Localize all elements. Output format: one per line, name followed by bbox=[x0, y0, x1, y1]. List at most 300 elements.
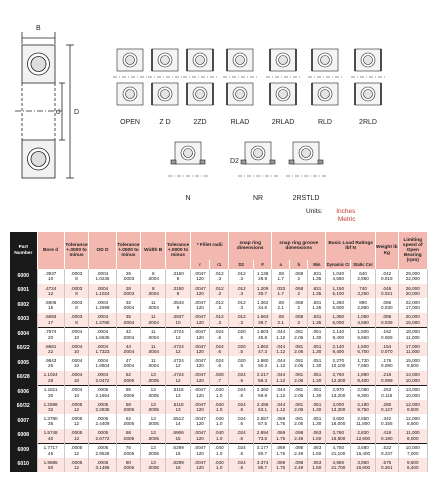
cell-value-top: .0003 bbox=[70, 285, 83, 291]
cell-value-bottom: 9,500 bbox=[407, 406, 419, 412]
cell-value-bottom: 1.7 bbox=[277, 276, 284, 282]
cell-value-bottom: .3 bbox=[217, 319, 222, 325]
table-row bbox=[10, 313, 428, 328]
cell-value-top: 58 bbox=[125, 401, 131, 407]
cell-value-bottom: 8 bbox=[75, 276, 78, 282]
snap-ring-diagram bbox=[168, 142, 208, 176]
cell-value-bottom: 16,400 bbox=[356, 450, 371, 456]
cell-value-top: 640 bbox=[359, 271, 367, 277]
cell-value-top: .081 bbox=[294, 358, 304, 364]
table-cell bbox=[64, 298, 89, 313]
cell-value-bottom: 12 bbox=[175, 348, 181, 354]
table-cell bbox=[351, 356, 376, 371]
cell-value-bottom: 10 bbox=[73, 363, 80, 369]
cell-value-bottom: .0005 bbox=[122, 421, 135, 427]
cell-value-bottom: 120 bbox=[196, 421, 204, 427]
cell-value-top: .081 bbox=[294, 343, 304, 349]
cell-value-top: .044 bbox=[276, 387, 286, 393]
cell-value-top: 14,000 bbox=[405, 372, 420, 378]
table-cell bbox=[254, 429, 272, 444]
cell-value-bottom: 32 bbox=[48, 406, 54, 412]
cell-value-top: 11 bbox=[150, 329, 156, 335]
cell-value-top: .9843 bbox=[44, 358, 57, 364]
cell-value-top: 11 bbox=[150, 314, 156, 320]
snap-ring-label: 2RSTLD bbox=[292, 195, 320, 202]
cell-value-top: 2,140 bbox=[332, 343, 344, 349]
cell-value-top: .0004 bbox=[70, 372, 83, 378]
table-cell bbox=[351, 429, 376, 444]
table-cell bbox=[308, 298, 326, 313]
cell-value-top: .3150 bbox=[172, 271, 184, 277]
cell-value-bottom: 1.0236 bbox=[95, 276, 110, 282]
cell-value-top: .068 bbox=[294, 300, 304, 306]
table-cell bbox=[116, 429, 141, 444]
cell-value-bottom: 15 bbox=[48, 305, 54, 311]
cell-value-bottom: 6,550 bbox=[357, 334, 369, 340]
table-cell bbox=[308, 327, 326, 342]
table-cell bbox=[190, 429, 209, 444]
cell-value-top: 11,000 bbox=[405, 430, 420, 436]
table-cell bbox=[398, 313, 427, 328]
table-cell bbox=[351, 269, 376, 284]
header-od: OD D bbox=[89, 232, 116, 269]
cell-value-top: .0004 bbox=[96, 372, 109, 378]
table-cell bbox=[166, 356, 191, 371]
cell-value-bottom: .5 bbox=[239, 363, 244, 369]
cell-value-top: .066 bbox=[382, 300, 392, 306]
cell-value-top: 13 bbox=[150, 401, 156, 407]
table-cell bbox=[64, 429, 89, 444]
cell-value-bottom: 56.3 bbox=[258, 377, 268, 383]
variant-diagram bbox=[266, 49, 300, 105]
table-cell bbox=[64, 342, 89, 357]
cell-value-bottom: 13,200 bbox=[331, 392, 346, 398]
table-cell bbox=[326, 284, 351, 299]
part-number-cell: 60/32 bbox=[10, 400, 37, 415]
table-cell bbox=[190, 327, 209, 342]
header-tol-B: Tolerance +.0000 to minus bbox=[166, 232, 191, 269]
table-cell bbox=[37, 443, 64, 458]
part-number-cell: 60/28 bbox=[10, 371, 37, 386]
cell-value-top: .020 bbox=[236, 343, 246, 349]
cell-value-top: 13 bbox=[150, 372, 156, 378]
cell-value-top: 1.7717 bbox=[43, 445, 58, 451]
cell-value-top: 3,680 bbox=[357, 445, 369, 451]
cell-value-bottom: 1.30 bbox=[312, 348, 322, 354]
cell-value-bottom: .0004 bbox=[147, 319, 159, 325]
cell-value-top: .068 bbox=[294, 271, 304, 277]
table-cell bbox=[375, 313, 398, 328]
cell-value-bottom: .5 bbox=[239, 334, 244, 340]
cell-value-top: 13 bbox=[150, 430, 156, 436]
table-cell bbox=[375, 269, 398, 284]
cell-value-bottom: 120 bbox=[196, 450, 204, 456]
cell-value-top: .0004 bbox=[70, 329, 83, 335]
table-cell bbox=[89, 414, 116, 429]
table-cell bbox=[116, 356, 141, 371]
cell-value-top: .0047 bbox=[194, 387, 206, 393]
cell-value-bottom: 2 bbox=[297, 276, 301, 282]
table-cell bbox=[37, 356, 64, 371]
table-cell bbox=[210, 269, 229, 284]
table-cell bbox=[210, 342, 229, 357]
cell-value-bottom: 1.30 bbox=[312, 406, 322, 412]
cell-value-bottom: 3,250 bbox=[357, 290, 369, 296]
table-cell bbox=[141, 371, 166, 386]
cell-value-bottom: 28 bbox=[48, 377, 54, 383]
table-cell bbox=[64, 458, 89, 473]
cell-value-top: .831 bbox=[312, 300, 322, 306]
cell-value-bottom: 1.0 bbox=[216, 421, 223, 427]
cell-value-bottom: 1.6535 bbox=[95, 334, 110, 340]
cell-value-bottom: .0005 bbox=[122, 377, 135, 383]
cell-value-bottom: 1.12 bbox=[276, 363, 286, 369]
cell-value-bottom: .0004 bbox=[147, 305, 159, 311]
table-row bbox=[10, 356, 428, 371]
table-cell bbox=[64, 414, 89, 429]
table-cell bbox=[326, 414, 351, 429]
table-cell bbox=[141, 356, 166, 371]
cell-value-top: .152 bbox=[382, 329, 392, 335]
cell-value-top: .044 bbox=[276, 343, 286, 349]
cell-value-bottom: 10 bbox=[73, 392, 80, 398]
cell-value-bottom: 39.7 bbox=[258, 319, 268, 325]
cell-value-top: .831 bbox=[312, 314, 322, 320]
cell-value-top: .069 bbox=[276, 445, 286, 451]
table-cell bbox=[272, 429, 290, 444]
cell-value-top: .176 bbox=[382, 358, 392, 364]
table-cell bbox=[166, 327, 191, 342]
cell-value-top: 20,000 bbox=[405, 314, 420, 320]
cell-value-bottom: 2 bbox=[297, 290, 301, 296]
table-cell bbox=[210, 327, 229, 342]
table-cell bbox=[190, 284, 209, 299]
cell-value-bottom: 120 bbox=[196, 435, 204, 441]
cell-value-bottom: .6 bbox=[239, 464, 244, 470]
cell-value-bottom: 6,700 bbox=[357, 348, 369, 354]
table-row bbox=[10, 327, 428, 342]
table-cell bbox=[326, 400, 351, 415]
cell-value-top: .040 bbox=[214, 416, 224, 422]
header-speed: Limiting speed of Open Bearing (rpm) bbox=[398, 232, 427, 269]
table-cell bbox=[326, 269, 351, 284]
cell-value-top: 11 bbox=[150, 343, 156, 349]
table-cell bbox=[210, 443, 229, 458]
cell-value-top: .08 bbox=[277, 300, 284, 306]
cell-value-bottom: 9,300 bbox=[357, 392, 369, 398]
cell-value-top: 52 bbox=[125, 372, 131, 378]
header-dynamic: Dynamic Cr bbox=[326, 260, 351, 269]
table-cell bbox=[272, 458, 290, 473]
cell-value-top: .063 bbox=[312, 430, 322, 436]
cell-value-top: 13 bbox=[150, 445, 156, 451]
cell-value-top: 13,000 bbox=[405, 387, 420, 393]
cell-value-bottom: 1.30 bbox=[312, 334, 322, 340]
part-number-cell: 6006 bbox=[10, 385, 37, 400]
table-cell bbox=[351, 443, 376, 458]
cell-value-bottom: 12,300 bbox=[331, 377, 346, 383]
cell-value-bottom: 1.12 bbox=[276, 392, 286, 398]
cell-value-bottom: 120 bbox=[196, 377, 204, 383]
table-cell bbox=[37, 269, 64, 284]
cell-value-top: .0047 bbox=[194, 271, 206, 277]
table-cell bbox=[290, 429, 308, 444]
cell-value-bottom: .0004 bbox=[122, 319, 135, 325]
table-cell bbox=[398, 400, 427, 415]
cell-value-bottom: 1.0 bbox=[216, 406, 223, 412]
table-cell bbox=[89, 342, 116, 357]
cell-value-bottom: 7,650 bbox=[357, 363, 369, 369]
cell-value-top: 18,000 bbox=[405, 329, 420, 335]
cell-value-top: 1,720 bbox=[357, 358, 369, 364]
cell-value-bottom: .6 bbox=[239, 421, 244, 427]
cell-value-top: .342 bbox=[382, 416, 392, 422]
cell-value-bottom: 50.3 bbox=[258, 363, 268, 369]
cell-value-bottom: 2.1654 bbox=[95, 392, 110, 398]
cell-value-top: 2,270 bbox=[332, 358, 344, 364]
cell-value-bottom: 16,000 bbox=[331, 421, 346, 427]
cell-value-top: .5906 bbox=[172, 430, 184, 436]
cell-value-bottom: 85.7 bbox=[258, 464, 268, 470]
cell-value-top: .024 bbox=[236, 387, 246, 393]
cell-value-top: 9,500 bbox=[407, 459, 419, 465]
cell-value-bottom: .3 bbox=[239, 305, 244, 311]
cell-value-top: 26,000 bbox=[405, 285, 420, 291]
snap-ring-diagram bbox=[286, 142, 326, 176]
header-groove-a: a bbox=[272, 260, 290, 269]
cell-value-top: 3,000 bbox=[332, 401, 344, 407]
table-cell bbox=[254, 385, 272, 400]
header-groove-min: Min bbox=[308, 260, 326, 269]
table-cell bbox=[64, 313, 89, 328]
cell-value-top: 1.362 bbox=[256, 300, 269, 306]
table-cell bbox=[116, 284, 141, 299]
cell-value-bottom: 1.7323 bbox=[95, 348, 110, 354]
table-cell bbox=[351, 458, 376, 473]
variant-label: 2ZD bbox=[193, 119, 207, 126]
cell-value-top: .024 bbox=[236, 416, 246, 422]
cell-value-top: .0006 bbox=[96, 445, 109, 451]
snap-ring-diagram bbox=[238, 142, 278, 176]
cell-value-top: 3.374 bbox=[256, 459, 269, 465]
cell-value-top: .0003 bbox=[70, 271, 83, 277]
header-bore: Bore d bbox=[37, 232, 64, 269]
table-cell bbox=[272, 385, 290, 400]
part-number-cell: 6010 bbox=[10, 458, 37, 473]
part-number-cell: 6003 bbox=[10, 313, 37, 328]
cell-value-bottom: 21,700 bbox=[331, 464, 346, 470]
units-inch: Inches bbox=[336, 208, 356, 215]
table-cell bbox=[398, 414, 427, 429]
cell-value-top: .024 bbox=[214, 358, 224, 364]
cell-value-bottom: 0.237 bbox=[381, 450, 393, 456]
cell-value-bottom: .3 bbox=[239, 319, 244, 325]
cell-value-top: .040 bbox=[214, 459, 224, 465]
cell-value-top: 1.563 bbox=[256, 314, 269, 320]
cell-value-bottom: 9,400 bbox=[332, 334, 344, 340]
variant-label: RLAD bbox=[230, 119, 250, 126]
table-cell bbox=[290, 298, 308, 313]
cell-value-top: .012 bbox=[214, 300, 224, 306]
cell-value-bottom: 0.021 bbox=[381, 290, 393, 296]
table-cell bbox=[141, 385, 166, 400]
table-cell bbox=[141, 298, 166, 313]
cell-value-top: .0004 bbox=[96, 343, 109, 349]
cell-value-bottom: 0.261 bbox=[381, 464, 393, 470]
cell-value-top: 13 bbox=[150, 387, 156, 393]
cell-value-top: .098 bbox=[294, 459, 304, 465]
table-cell bbox=[89, 356, 116, 371]
cell-value-bottom: 1.75 bbox=[276, 464, 286, 470]
table-cell bbox=[141, 342, 166, 357]
table-cell bbox=[375, 400, 398, 415]
cell-value-top: .154 bbox=[382, 343, 392, 349]
cell-value-bottom: 4,550 bbox=[332, 276, 344, 282]
table-cell bbox=[37, 414, 64, 429]
table-cell bbox=[116, 342, 141, 357]
dim-D-label: D bbox=[74, 109, 80, 116]
cell-value-bottom: .0004 bbox=[122, 334, 135, 340]
cell-value-bottom: 80.7 bbox=[258, 450, 268, 456]
cell-value-top: 2.894 bbox=[256, 430, 269, 436]
cell-value-top: .831 bbox=[312, 285, 322, 291]
table-cell bbox=[351, 284, 376, 299]
table-cell bbox=[326, 429, 351, 444]
cell-value-bottom: 12 bbox=[73, 435, 80, 441]
cell-value-bottom: 1.35 bbox=[312, 319, 322, 325]
cell-value-bottom: 14 bbox=[175, 421, 181, 427]
cell-value-bottom: .0004 bbox=[122, 348, 135, 354]
table-cell bbox=[64, 371, 89, 386]
cell-value-top: 17,000 bbox=[405, 343, 420, 349]
cell-value-bottom: .6 bbox=[217, 348, 222, 354]
table-cell bbox=[398, 356, 427, 371]
cell-value-bottom: 2.0472 bbox=[95, 377, 110, 383]
cell-value-bottom: 73.5 bbox=[258, 435, 268, 441]
table-cell bbox=[229, 371, 254, 386]
cell-value-top: .0005 bbox=[96, 387, 109, 393]
cell-value-top: .033 bbox=[276, 285, 286, 291]
dim-B-label: B bbox=[36, 25, 41, 32]
table-cell bbox=[190, 385, 209, 400]
table-cell bbox=[89, 458, 116, 473]
cell-value-bottom: 7,000 bbox=[407, 450, 419, 456]
table-cell bbox=[89, 400, 116, 415]
cell-value-bottom: 1.3780 bbox=[95, 319, 110, 325]
table-cell bbox=[375, 371, 398, 386]
table-cell bbox=[89, 313, 116, 328]
variant-diagram bbox=[308, 49, 342, 105]
cell-value-bottom: 9 bbox=[176, 305, 180, 311]
table-cell bbox=[210, 385, 229, 400]
cell-value-bottom: 11,000 bbox=[405, 334, 420, 340]
table-cell bbox=[254, 356, 272, 371]
table-cell bbox=[375, 356, 398, 371]
cell-value-bottom: 1.0 bbox=[216, 464, 223, 470]
table-cell bbox=[190, 414, 209, 429]
cell-value-top: .069 bbox=[276, 459, 286, 465]
table-cell bbox=[190, 458, 209, 473]
cell-value-top: .831 bbox=[312, 271, 322, 277]
table-cell bbox=[89, 385, 116, 400]
cell-value-bottom: 120 bbox=[196, 305, 204, 311]
table-cell bbox=[210, 313, 229, 328]
cell-value-top: .253 bbox=[382, 387, 392, 393]
table-cell bbox=[254, 342, 272, 357]
table-cell bbox=[272, 443, 290, 458]
table-cell bbox=[37, 400, 64, 415]
table-cell bbox=[254, 414, 272, 429]
table-cell bbox=[351, 313, 376, 328]
table-cell bbox=[326, 458, 351, 473]
table-cell bbox=[308, 458, 326, 473]
table-cell bbox=[254, 443, 272, 458]
units-legend bbox=[306, 208, 356, 224]
cell-value-top: 15,000 bbox=[405, 358, 420, 364]
table-cell bbox=[64, 284, 89, 299]
table-cell bbox=[308, 342, 326, 357]
cell-value-bottom: .0005 bbox=[122, 406, 135, 412]
cell-value-bottom: .6 bbox=[217, 363, 222, 369]
cell-value-top: .068 bbox=[294, 285, 304, 291]
table-cell bbox=[254, 400, 272, 415]
table-cell bbox=[229, 400, 254, 415]
table-cell bbox=[375, 429, 398, 444]
cell-value-bottom: 13,300 bbox=[331, 406, 346, 412]
cell-value-bottom: .0005 bbox=[147, 406, 159, 412]
table-cell bbox=[190, 342, 209, 357]
table-cell bbox=[116, 298, 141, 313]
cell-value-top: .044 bbox=[276, 358, 286, 364]
cell-value-bottom: 1.75 bbox=[276, 435, 286, 441]
table-row bbox=[10, 429, 428, 444]
table-cell bbox=[141, 269, 166, 284]
cell-value-top: .0006 bbox=[96, 459, 109, 465]
table-cell bbox=[398, 269, 427, 284]
cell-value-bottom: .0006 bbox=[147, 450, 159, 456]
cell-value-bottom: 1.1024 bbox=[95, 290, 110, 296]
cell-value-top: .0047 bbox=[194, 372, 206, 378]
cell-value-bottom: 12 bbox=[175, 377, 181, 383]
table-cell bbox=[210, 356, 229, 371]
cell-value-top: 10,000 bbox=[405, 445, 420, 451]
part-number-cell: 6009 bbox=[10, 443, 37, 458]
cell-value-top: 3,760 bbox=[332, 430, 344, 436]
cell-value-top: 2.217 bbox=[256, 372, 269, 378]
table-cell bbox=[190, 400, 209, 415]
cell-value-top: .069 bbox=[276, 416, 286, 422]
cell-value-bottom: 120 bbox=[196, 290, 204, 296]
table-cell bbox=[308, 371, 326, 386]
cell-value-bottom: 120 bbox=[196, 334, 204, 340]
table-cell bbox=[37, 342, 64, 357]
cell-value-bottom: .0005 bbox=[147, 377, 159, 383]
cell-value-bottom: 1.12 bbox=[276, 377, 286, 383]
cell-value-top: .522 bbox=[382, 445, 392, 451]
cell-value-top: 2,760 bbox=[332, 372, 344, 378]
table-cell bbox=[166, 414, 191, 429]
cell-value-top: .08 bbox=[277, 271, 284, 277]
variant-label: 2RLAD bbox=[271, 119, 295, 126]
cell-value-bottom: 40 bbox=[48, 435, 54, 441]
part-number-cell: 60/22 bbox=[10, 342, 37, 357]
cell-value-top: 1.2598 bbox=[43, 401, 58, 407]
table-cell bbox=[37, 429, 64, 444]
table-cell bbox=[326, 298, 351, 313]
table-cell bbox=[272, 313, 290, 328]
table-cell bbox=[398, 298, 427, 313]
table-cell bbox=[37, 371, 64, 386]
